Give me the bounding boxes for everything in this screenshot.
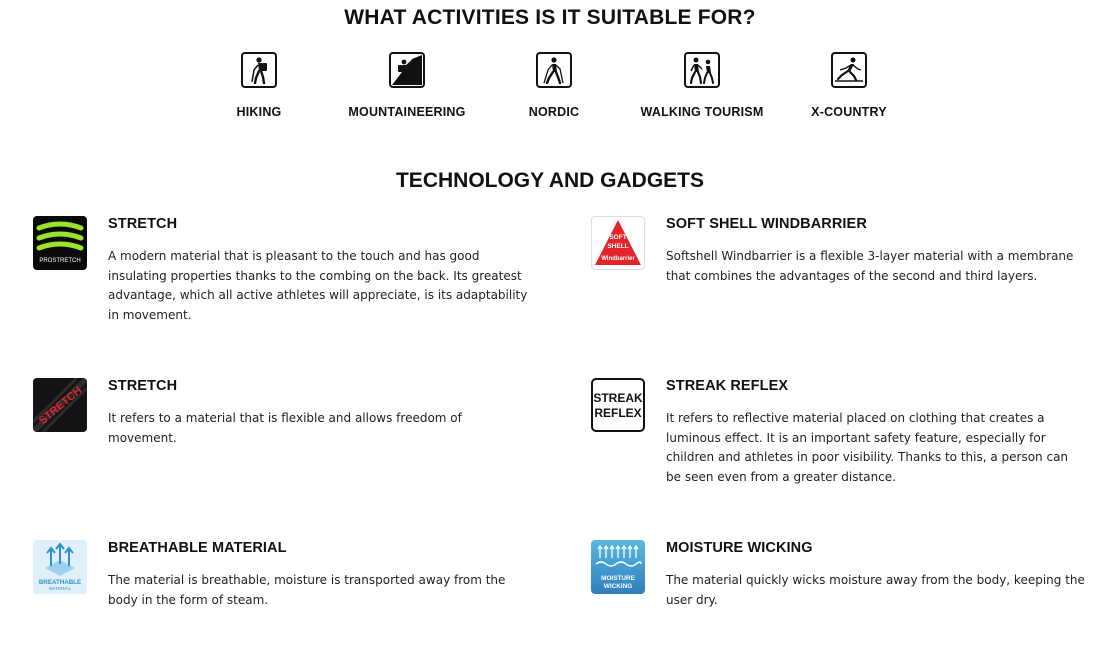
tech-description: It refers to a material that is flexible and allows freedom of movement. — [108, 411, 462, 445]
tech-description: A modern material that is pleasant to the touch and has good insulating properties thanks to the combing on the back. Its greatest advantage, which all active athletes will appreciate, is its adaptability in movement. — [108, 249, 528, 322]
technology-heading: TECHNOLOGY AND GADGETS — [395, 169, 705, 192]
activity-label: WALKING TOURISM — [640, 105, 764, 119]
tech-title: STRETCH — [108, 378, 178, 394]
softshell-windbarrier-icon — [591, 216, 645, 270]
svg-text:STREAK: STREAK — [593, 391, 643, 405]
tech-description: The material is breathable, moisture is transported away from the body in the form of steam. — [108, 573, 506, 607]
tech-title: MOISTURE WICKING — [666, 540, 813, 556]
activity-walking-tourism — [622, 50, 782, 119]
svg-text:BREATHABLE: BREATHABLE — [38, 579, 82, 586]
activity-nordic — [474, 50, 634, 119]
tech-title: STREAK REFLEX — [666, 378, 789, 394]
activity-hiking — [179, 50, 339, 119]
svg-text:PROSTRETCH: PROSTRETCH — [39, 258, 81, 264]
activity-label: X-COUNTRY — [811, 105, 887, 119]
svg-text:SHELL: SHELL — [607, 243, 629, 250]
svg-text:STRETCH: STRETCH — [36, 384, 85, 428]
breathable-icon — [33, 540, 87, 594]
svg-text:Windbarrier: Windbarrier — [601, 256, 635, 262]
tech-description: Softshell Windbarrier is a flexible 3-layer material with a membrane that combines the advantages of the second and third layers. — [666, 249, 1074, 283]
streak-reflex-icon — [591, 378, 645, 432]
moisture-wicking-icon — [591, 540, 645, 594]
activities-list — [0, 50, 1100, 130]
svg-text:WICKING: WICKING — [603, 583, 633, 590]
walkers-icon — [684, 52, 720, 88]
tech-title: BREATHABLE MATERIAL — [108, 540, 287, 556]
tech-description: The material quickly wicks moisture away from the body, keeping the user dry. — [666, 573, 1085, 607]
activity-label: MOUNTAINEERING — [348, 105, 466, 119]
climber-icon — [389, 52, 425, 88]
skier-icon — [831, 52, 867, 88]
hiker-icon — [241, 52, 277, 88]
activity-mountaineering — [327, 50, 487, 119]
svg-text:MATERIAL: MATERIAL — [48, 586, 72, 591]
activity-x-country — [769, 50, 929, 119]
activities-heading: WHAT ACTIVITIES IS IT SUITABLE FOR? — [344, 6, 756, 29]
stretch-icon — [33, 378, 87, 432]
svg-text:SOFT: SOFT — [609, 234, 627, 241]
activity-label: NORDIC — [528, 105, 580, 119]
nordic-walker-icon — [536, 52, 572, 88]
tech-title: SOFT SHELL WINDBARRIER — [666, 216, 867, 232]
tech-title: STRETCH — [108, 216, 178, 232]
svg-text:MOISTURE: MOISTURE — [601, 575, 635, 582]
tech-description: It refers to reflective material placed on clothing that creates a luminous effect. It is an important safety feature, especially for children and athletes in poor visibility. Thanks to this, a person can be seen even from a greater distance. — [666, 411, 1069, 484]
prostretch-icon — [33, 216, 87, 270]
svg-text:REFLEX: REFLEX — [594, 406, 642, 420]
activity-label: HIKING — [236, 105, 282, 119]
